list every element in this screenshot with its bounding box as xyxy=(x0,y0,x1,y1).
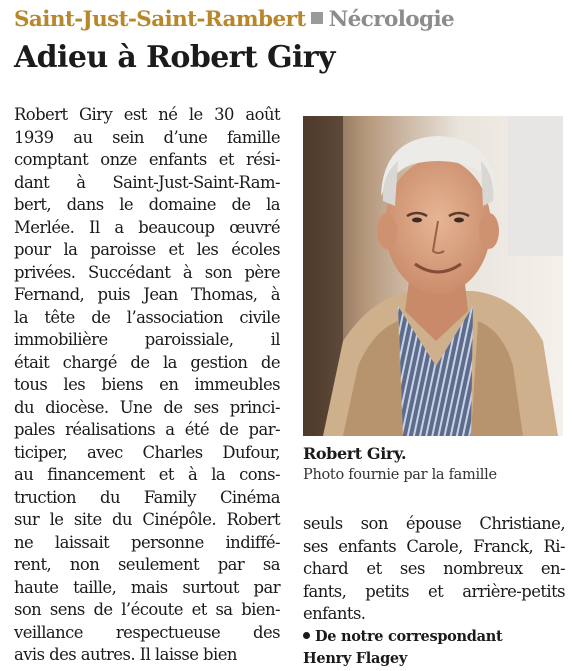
signature-role xyxy=(303,626,565,649)
article-body-left xyxy=(14,104,280,667)
article-body-right xyxy=(303,513,565,671)
kicker-section: Nécrologie xyxy=(328,7,455,32)
body-line: comptant onze enfants et rési- xyxy=(14,150,280,169)
headline: Adieu à Robert Giry xyxy=(14,40,335,75)
body-line: la tête de l’association civile xyxy=(14,307,280,327)
body-line: son sens de l’écoute et sa bien- xyxy=(14,600,280,619)
body-line: ne laissait personne indiffé- xyxy=(14,532,280,552)
body-line: chard et ses nombreux en- xyxy=(303,559,565,578)
kicker-place: Saint-Just-Saint-Rambert xyxy=(14,7,306,32)
body-line: seuls son épouse Christiane, xyxy=(303,514,565,533)
body-line: sur le site du Cinépôle. Robert xyxy=(14,510,280,529)
body-line: ses enfants Carole, Franck, Ri- xyxy=(303,536,565,556)
body-line: au financement et à la cons- xyxy=(14,465,280,484)
portrait-photo xyxy=(303,116,563,436)
body-line: Robert Giry est né le 30 août xyxy=(14,105,280,124)
body-line: avis des autres. Il laisse bien xyxy=(14,645,237,664)
portrait-illustration xyxy=(303,116,563,436)
signature-name: Henry Flagey xyxy=(303,650,407,667)
body-line: pour la paroisse et les écoles xyxy=(14,240,280,259)
body-line: rent, non seulement par sa xyxy=(14,555,280,574)
body-line: ticiper, avec Charles Dufour, xyxy=(14,442,280,462)
body-line: dant à Saint-Just-Saint-Ram- xyxy=(14,172,280,192)
body-line: 1939 au sein d’une famille xyxy=(14,127,280,147)
body-line: fants, petits et arrière-petits xyxy=(303,581,565,601)
body-line: pales réalisations a été de par- xyxy=(14,420,280,439)
photo-caption-name: Robert Giry. xyxy=(303,444,407,463)
body-line: immobilière paroissiale, il xyxy=(14,330,280,349)
body-line: était chargé de la gestion de xyxy=(14,352,280,372)
body-line: tous les biens en immeubles xyxy=(14,375,280,394)
body-line: veillance respectueuse des xyxy=(14,622,280,642)
signature-role-text: De notre correspondant xyxy=(315,627,503,645)
body-line: truction du Family Cinéma xyxy=(14,487,280,507)
body-line: Fernand, puis Jean Thomas, à xyxy=(14,285,280,304)
body-line: du diocèse. Une de ses princi- xyxy=(14,397,280,417)
body-line: privées. Succédant à son père xyxy=(14,262,280,282)
body-line: bert, dans le domaine de la xyxy=(14,195,280,214)
kicker-separator xyxy=(311,12,323,24)
kicker xyxy=(14,7,454,32)
photo-caption-credit: Photo fournie par la famille xyxy=(303,467,497,483)
body-line: haute taille, mais surtout par xyxy=(14,577,280,597)
body-line: enfants. xyxy=(303,604,366,623)
bullet-icon xyxy=(303,632,310,639)
body-line: Merlée. Il a beaucoup œuvré xyxy=(14,217,280,237)
